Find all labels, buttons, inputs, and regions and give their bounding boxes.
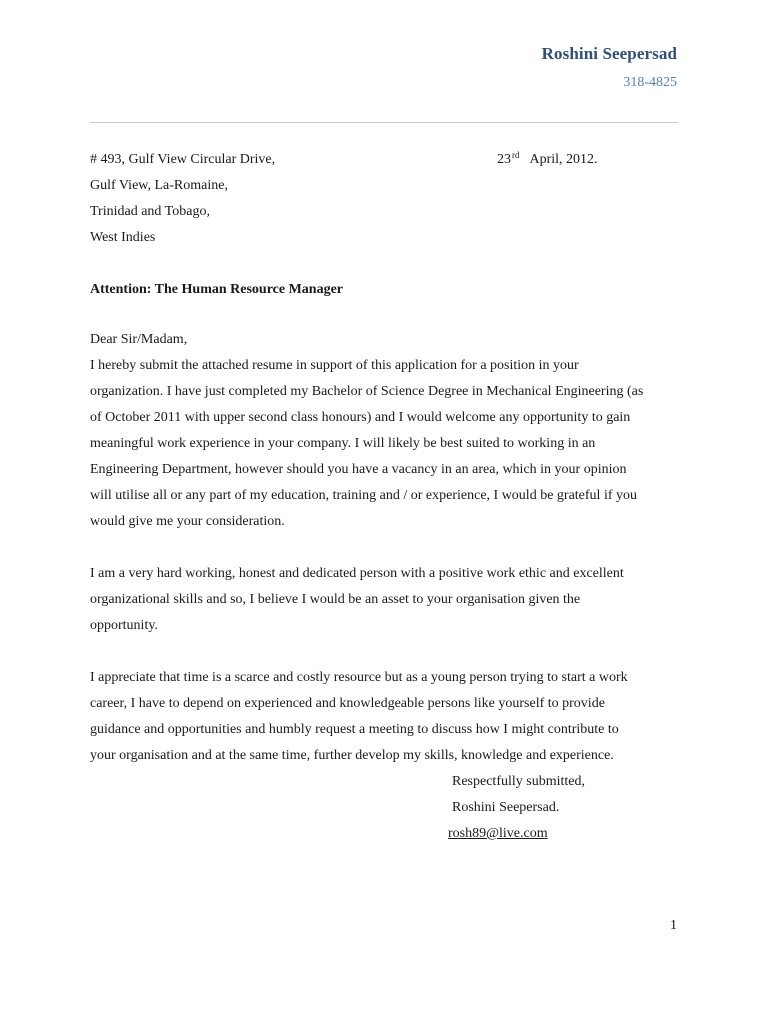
address-line: Gulf View, La-Romaine,	[90, 178, 228, 193]
paragraph-line: career, I have to depend on experienced and knowledgeable persons like yourself to provide	[90, 696, 605, 711]
date-suffix: rd	[512, 150, 520, 160]
paragraph-line: meaningful work experience in your company. I will likely be best suited to working in an	[90, 436, 596, 451]
sign-off: Respectfully submitted,	[452, 774, 585, 789]
paragraph-line: guidance and opportunities and humbly request a meeting to discuss how I might contribute to	[90, 722, 619, 737]
header-divider	[90, 122, 678, 123]
paragraph-line: organizational skills and so, I believe I would be an asset to your organisation given the	[90, 592, 581, 607]
body-paragraph-3	[90, 665, 680, 769]
date-rest: April, 2012.	[529, 152, 598, 167]
date-day: 23	[497, 152, 511, 167]
address-line: # 493, Gulf View Circular Drive,	[90, 152, 276, 167]
paragraph-line: I am a very hard working, honest and dedicated person with a positive work ethic and excellent	[90, 566, 624, 581]
body-paragraph-1	[90, 353, 680, 535]
paragraph-line: opportunity.	[90, 618, 158, 633]
address-line: Trinidad and Tobago,	[90, 204, 210, 219]
address-line: West Indies	[90, 230, 156, 245]
paragraph-line: Engineering Department, however should you have a vacancy in an area, which in your opinion	[90, 462, 627, 477]
letter-date	[497, 147, 598, 173]
paragraph-line: organization. I have just completed my Bachelor of Science Degree in Mechanical Engineering (as	[90, 384, 644, 399]
header-name: Roshini Seepersad	[541, 44, 677, 63]
email-link[interactable]: rosh89@live.com	[448, 826, 548, 841]
signature-name: Roshini Seepersad.	[452, 800, 560, 815]
header-phone: 318-4825	[623, 75, 677, 90]
body-paragraph-2	[90, 561, 680, 639]
paragraph-line: would give me your consideration.	[90, 514, 285, 529]
paragraph-line: of October 2011 with upper second class honours) and I would welcome any opportunity to gain	[90, 410, 631, 425]
paragraph-line: will utilise all or any part of my education, training and / or experience, I would be grateful if you	[90, 488, 637, 503]
salutation: Dear Sir/Madam,	[90, 332, 188, 347]
paragraph-line: your organisation and at the same time, further develop my skills, knowledge and experience.	[90, 748, 614, 763]
page-number: 1	[670, 918, 677, 933]
paragraph-line: I hereby submit the attached resume in support of this application for a position in your	[90, 358, 579, 373]
paragraph-line: I appreciate that time is a scarce and costly resource but as a young person trying to start a work	[90, 670, 628, 685]
attention-line: Attention: The Human Resource Manager	[90, 282, 344, 297]
